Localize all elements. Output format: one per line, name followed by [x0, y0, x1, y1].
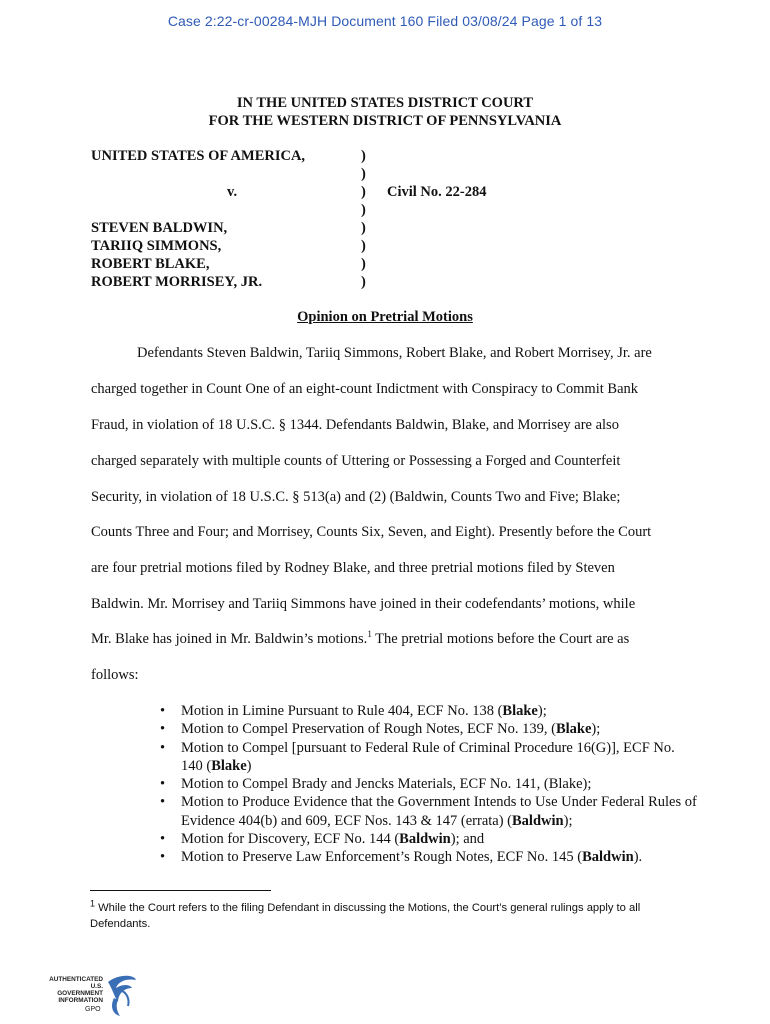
motion-text: Motion for Discovery, ECF No. 144 (	[181, 831, 400, 848]
list-item	[160, 702, 700, 720]
motions-list	[160, 702, 700, 867]
motion-text: Motion in Limine Pursuant to Rule 404, ECF No. 138 (	[181, 703, 503, 719]
caption-paren: )	[361, 148, 366, 164]
motion-text: )	[246, 757, 252, 774]
footnote-divider	[90, 890, 271, 891]
caption-paren: )	[361, 202, 366, 218]
bullet-icon: •	[160, 776, 166, 793]
motion-text: Motion to Produce Evidence that the Government Intends to Use Under Federal Rules of Evidence 404(b) and 609, ECF Nos. 143 & 147 (errata) (	[181, 794, 697, 829]
body-line: charged separately with multiple counts of Uttering or Possessing a Forged and Counterfeit	[91, 453, 621, 469]
motion-text: );	[591, 721, 601, 738]
footnote-ref: 1	[367, 629, 372, 640]
body-line: Defendants Steven Baldwin, Tariiq Simmons, Robert Blake, and Robert Morrisey, Jr. are	[137, 345, 652, 361]
caption-paren: )	[361, 238, 366, 254]
body-line: Counts Three and Four; and Morrisey, Counts Six, Seven, and Eight). Presently before the Court	[91, 524, 652, 540]
body-line: follows:	[91, 667, 139, 683]
motion-party: Baldwin	[512, 812, 564, 829]
gpo-line: AUTHENTICATED	[49, 976, 103, 983]
body-line: Fraud, in violation of 18 U.S.C. § 1344. Defendants Baldwin, Blake, and Morrisey are also	[91, 417, 619, 433]
list-item	[160, 848, 700, 866]
caption-paren: )	[361, 166, 366, 182]
caption-civil-no: Civil No. 22-284	[387, 184, 487, 200]
motion-party: Blake	[211, 757, 247, 774]
motion-text: );	[563, 812, 573, 829]
list-item	[160, 793, 700, 830]
list-item	[160, 739, 700, 776]
list-item	[160, 720, 700, 738]
motion-text: Motion to Compel Preservation of Rough Notes, ECF No. 139, (	[181, 721, 556, 738]
motion-party: Baldwin	[399, 831, 451, 848]
bullet-icon: •	[160, 721, 166, 738]
body-line-text: The pretrial motions before the Court are as	[371, 631, 630, 647]
motion-party: Baldwin	[582, 849, 634, 866]
body-line	[91, 630, 629, 648]
motion-text: Motion to Compel Brady and Jencks Materials, ECF No. 141, (Blake);	[181, 776, 592, 793]
motion-text: ).	[633, 849, 643, 866]
gpo-line: U.S. GOVERNMENT	[57, 983, 103, 997]
caption-plaintiff: UNITED STATES OF AMERICA,	[91, 148, 306, 164]
caption-defendant: TARIIQ SIMMONS,	[91, 238, 222, 254]
gpo-logo-text	[45, 976, 103, 1004]
bullet-icon: •	[160, 739, 166, 756]
caption-paren: )	[361, 256, 366, 272]
caption-paren: )	[361, 184, 366, 200]
motion-text: ); and	[450, 831, 485, 848]
gpo-authenticated-logo	[45, 972, 135, 1018]
eagle-swoosh-icon	[100, 972, 140, 1018]
list-item	[160, 775, 700, 793]
case-header: Case 2:22-cr-00284-MJH Document 160 Filed 03/08/24 Page 1 of 13	[167, 13, 603, 29]
body-line-text: Mr. Blake has joined in Mr. Baldwin’s motions.	[91, 631, 368, 647]
court-title-line2: FOR THE WESTERN DISTRICT OF PENNSYLVANIA	[208, 113, 562, 129]
motion-text: Motion to Compel [pursuant to Federal Rule of Criminal Procedure 16(G)], ECF No. 140 (	[181, 739, 675, 774]
bullet-icon: •	[160, 831, 166, 848]
body-line: Baldwin. Mr. Morrisey and Tariiq Simmons have joined in their codefendants’ motions, while	[91, 596, 636, 612]
caption-defendant: STEVEN BALDWIN,	[91, 220, 228, 236]
footnote	[90, 900, 680, 932]
motion-text: Motion to Preserve Law Enforcement’s Rough Notes, ECF No. 145 (	[181, 849, 583, 866]
court-title-line1: IN THE UNITED STATES DISTRICT COURT	[236, 95, 534, 111]
caption-defendant: ROBERT MORRISEY, JR.	[91, 274, 263, 290]
body-line: charged together in Count One of an eight-count Indictment with Conspiracy to Commit Bank	[91, 381, 638, 397]
caption-versus: v.	[227, 184, 238, 200]
body-line: are four pretrial motions filed by Rodney Blake, and three pretrial motions filed by Steven	[91, 560, 615, 576]
motion-party: Blake	[502, 703, 538, 719]
caption-paren: )	[361, 220, 366, 236]
bullet-icon: •	[160, 849, 166, 866]
list-item	[160, 830, 700, 848]
bullet-icon: •	[160, 794, 166, 811]
motion-text: );	[537, 703, 547, 719]
caption-paren: )	[361, 274, 366, 290]
gpo-line: INFORMATION	[58, 997, 103, 1004]
footnote-number: 1	[90, 898, 96, 909]
body-line: Security, in violation of 18 U.S.C. § 513(a) and (2) (Baldwin, Counts Two and Five; Blake;	[91, 489, 621, 505]
opinion-title: Opinion on Pretrial Motions	[297, 309, 473, 325]
gpo-mark: GPO	[85, 1006, 101, 1013]
bullet-icon: •	[160, 703, 166, 719]
caption-defendant: ROBERT BLAKE,	[91, 256, 210, 272]
footnote-text: While the Court refers to the filing Defendant in discussing the Motions, the Court’s general rulings apply to all Defendants.	[90, 902, 641, 930]
motion-party: Blake	[555, 721, 592, 738]
